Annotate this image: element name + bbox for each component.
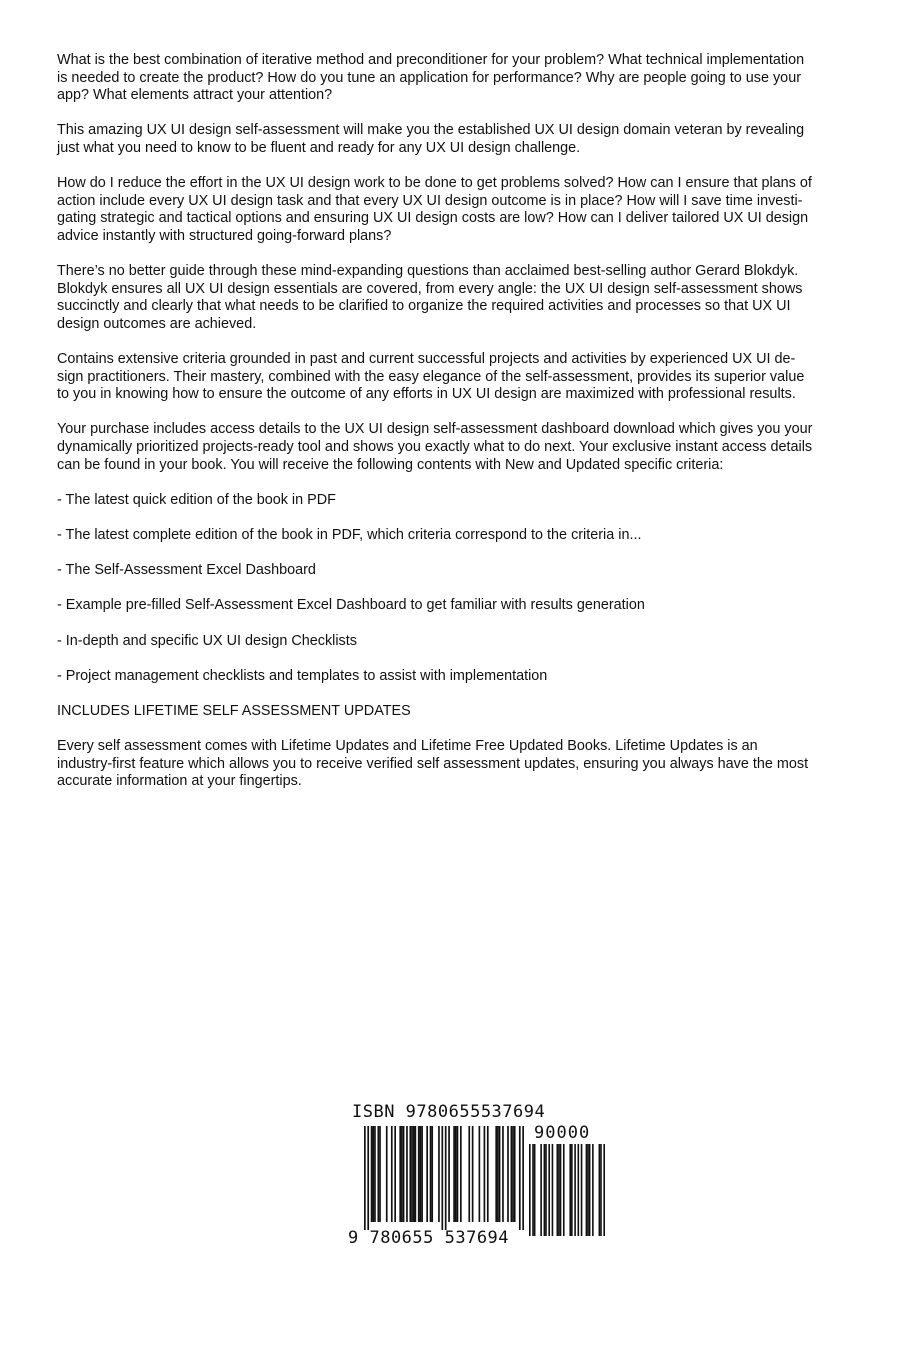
barcode-bar [415, 1126, 417, 1222]
barcode-bar [587, 1144, 589, 1236]
barcode-bar [391, 1126, 393, 1222]
barcode-bar [603, 1144, 605, 1236]
barcode-bar [377, 1126, 379, 1222]
barcode-bar [487, 1126, 489, 1222]
price-addon-bars [529, 1144, 605, 1236]
barcode-bar [600, 1144, 602, 1236]
barcode-bar [386, 1126, 388, 1222]
barcode-bar [499, 1126, 501, 1222]
ean-digits: 9 780655 537694 [348, 1228, 510, 1248]
barcode-bar [448, 1126, 450, 1222]
price-code: 90000 [534, 1123, 591, 1143]
barcode-bar [569, 1144, 571, 1236]
paragraph-questions: How do I reduce the effort in the UX UI design work to be done to get problems solved? How can I ensure that plans of action include every UX UI design task and that every UX UI design outcome is in place? How will I save time investi- gating strategic and tactical options and ensuring UX UI design costs are low? How can I deliver tailored UX UI design advice instantly with structured going-forward plans? [57, 175, 812, 244]
barcode-bar [495, 1126, 497, 1222]
barcode-bar [374, 1126, 376, 1222]
list-item: - In-depth and specific UX UI design Checklists [57, 632, 357, 649]
barcode-bar [468, 1126, 470, 1222]
barcode-bar [371, 1126, 373, 1222]
barcode-bar [511, 1126, 513, 1222]
paragraph-author: There’s no better guide through these mind-expanding questions than acclaimed best-selling author Gerard Blokdyk. Blokdyk ensures all UX UI design essentials are covered, from every angle: the UX UI design self-assessment shows succinctly and clearly that what needs to be clarified to organize the required activities and processes so that UX UI design outcomes are achieved. [57, 263, 803, 332]
barcode-bar [574, 1144, 576, 1236]
list-item: - The latest complete edition of the book in PDF, which criteria correspond to the criteria in... [57, 527, 642, 544]
ean13-barcode-bars [364, 1126, 524, 1230]
paragraph-closing: Every self assessment comes with Lifetime Updates and Lifetime Free Updated Books. Lifetime Updates is an industry-first feature which allows you to receive verified self assessment updates, ensuring you always have the most accurate information at your fingertips. [57, 738, 809, 790]
lifetime-heading: INCLUDES LIFETIME SELF ASSESSMENT UPDATES [57, 702, 411, 719]
barcode-bar [455, 1126, 457, 1222]
barcode-bar [394, 1126, 396, 1222]
isbn-label: ISBN 9780655537694 [352, 1102, 546, 1122]
barcode-bar [519, 1126, 521, 1230]
list-item: - Example pre-filled Self-Assessment Excel Dashboard to get familiar with results generation [57, 597, 645, 614]
barcode-bar [558, 1144, 560, 1236]
barcode-bar [599, 1144, 601, 1236]
isbn-barcode [346, 1102, 608, 1252]
barcode-bar [367, 1126, 369, 1230]
barcode-bar [563, 1144, 565, 1236]
barcode-bar [413, 1126, 415, 1222]
barcode-bar [420, 1126, 422, 1222]
barcode-bar [426, 1126, 428, 1222]
barcode-bar [453, 1126, 455, 1222]
barcode-bar [581, 1144, 583, 1236]
barcode-bar [589, 1144, 591, 1236]
barcode-bar [484, 1126, 486, 1222]
barcode-bar [421, 1126, 423, 1222]
list-item: - Project management checklists and templates to assist with implementation [57, 667, 548, 684]
barcode-bar [592, 1144, 594, 1236]
paragraph-purchase: Your purchase includes access details to the UX UI design self-assessment dashboard download which gives you your dynamically prioritized projects-ready tool and shows you exactly what to do next. Your exclusive instant access details can be found in your book. You will receive the following contents with New and Updated specific criteria: [57, 421, 813, 473]
paragraph-criteria: Contains extensive criteria grounded in past and current successful projects and activities by experienced UX UI de- sign practitioners. Their mastery, combined with the easy elegance of the self-assessment, provides its superior value to you in knowing how to ensure the outcome of any efforts in UX UI design are maximized with professional results. [57, 351, 805, 403]
back-cover-text [57, 52, 833, 809]
barcode-bar [532, 1144, 534, 1236]
barcode-bar [409, 1126, 411, 1222]
list-item: - The Self-Assessment Excel Dashboard [57, 562, 316, 579]
barcode-bar [438, 1126, 440, 1222]
barcode-bar [441, 1126, 443, 1230]
barcode-bar [507, 1126, 509, 1222]
barcode-bar [548, 1144, 550, 1236]
barcode-bar [430, 1126, 432, 1222]
barcode-bar [399, 1126, 401, 1222]
barcode-bar [364, 1126, 366, 1230]
paragraph-intro: What is the best combination of iterative method and preconditioner for your problem? What technical implementation is needed to create the product? How do you tune an application for performance? Why are people going to use your app? What elements attract your attention? [57, 52, 805, 104]
barcode-bar [497, 1126, 499, 1222]
barcode-bar [406, 1126, 408, 1222]
barcode-bar [401, 1126, 403, 1222]
barcode-bar [460, 1126, 462, 1222]
barcode-bar [560, 1144, 562, 1236]
barcode-bar [403, 1126, 405, 1222]
barcode-bar [571, 1144, 573, 1236]
barcode-bar [540, 1144, 542, 1236]
barcode-bar [479, 1126, 481, 1222]
barcode-bar [472, 1126, 474, 1222]
paragraph-self-assessment: This amazing UX UI design self-assessment will make you the established UX UI design domain veteran by revealing just what you need to know to be fluent and ready for any UX UI design challenge. [57, 122, 805, 156]
barcode-bar [556, 1144, 558, 1236]
barcode-bar [544, 1144, 546, 1236]
barcode-bar [418, 1126, 420, 1222]
barcode-bar [552, 1144, 554, 1236]
barcode-bar [545, 1144, 547, 1236]
barcode-bar [529, 1144, 531, 1236]
barcode-bar [431, 1126, 433, 1222]
barcode-bar [445, 1126, 447, 1230]
barcode-bar [514, 1126, 516, 1222]
barcode-bar [512, 1126, 514, 1222]
barcode-bar [586, 1144, 588, 1236]
barcode-bar [522, 1126, 524, 1230]
barcode-bar [411, 1126, 413, 1222]
barcode-bar [457, 1126, 459, 1222]
barcode-bar [379, 1126, 381, 1222]
barcode-bar [502, 1126, 504, 1222]
barcode-bar [578, 1144, 580, 1236]
list-item: - The latest quick edition of the book in PDF [57, 491, 336, 508]
barcode-bar [534, 1144, 536, 1236]
barcode-bar [372, 1126, 374, 1222]
